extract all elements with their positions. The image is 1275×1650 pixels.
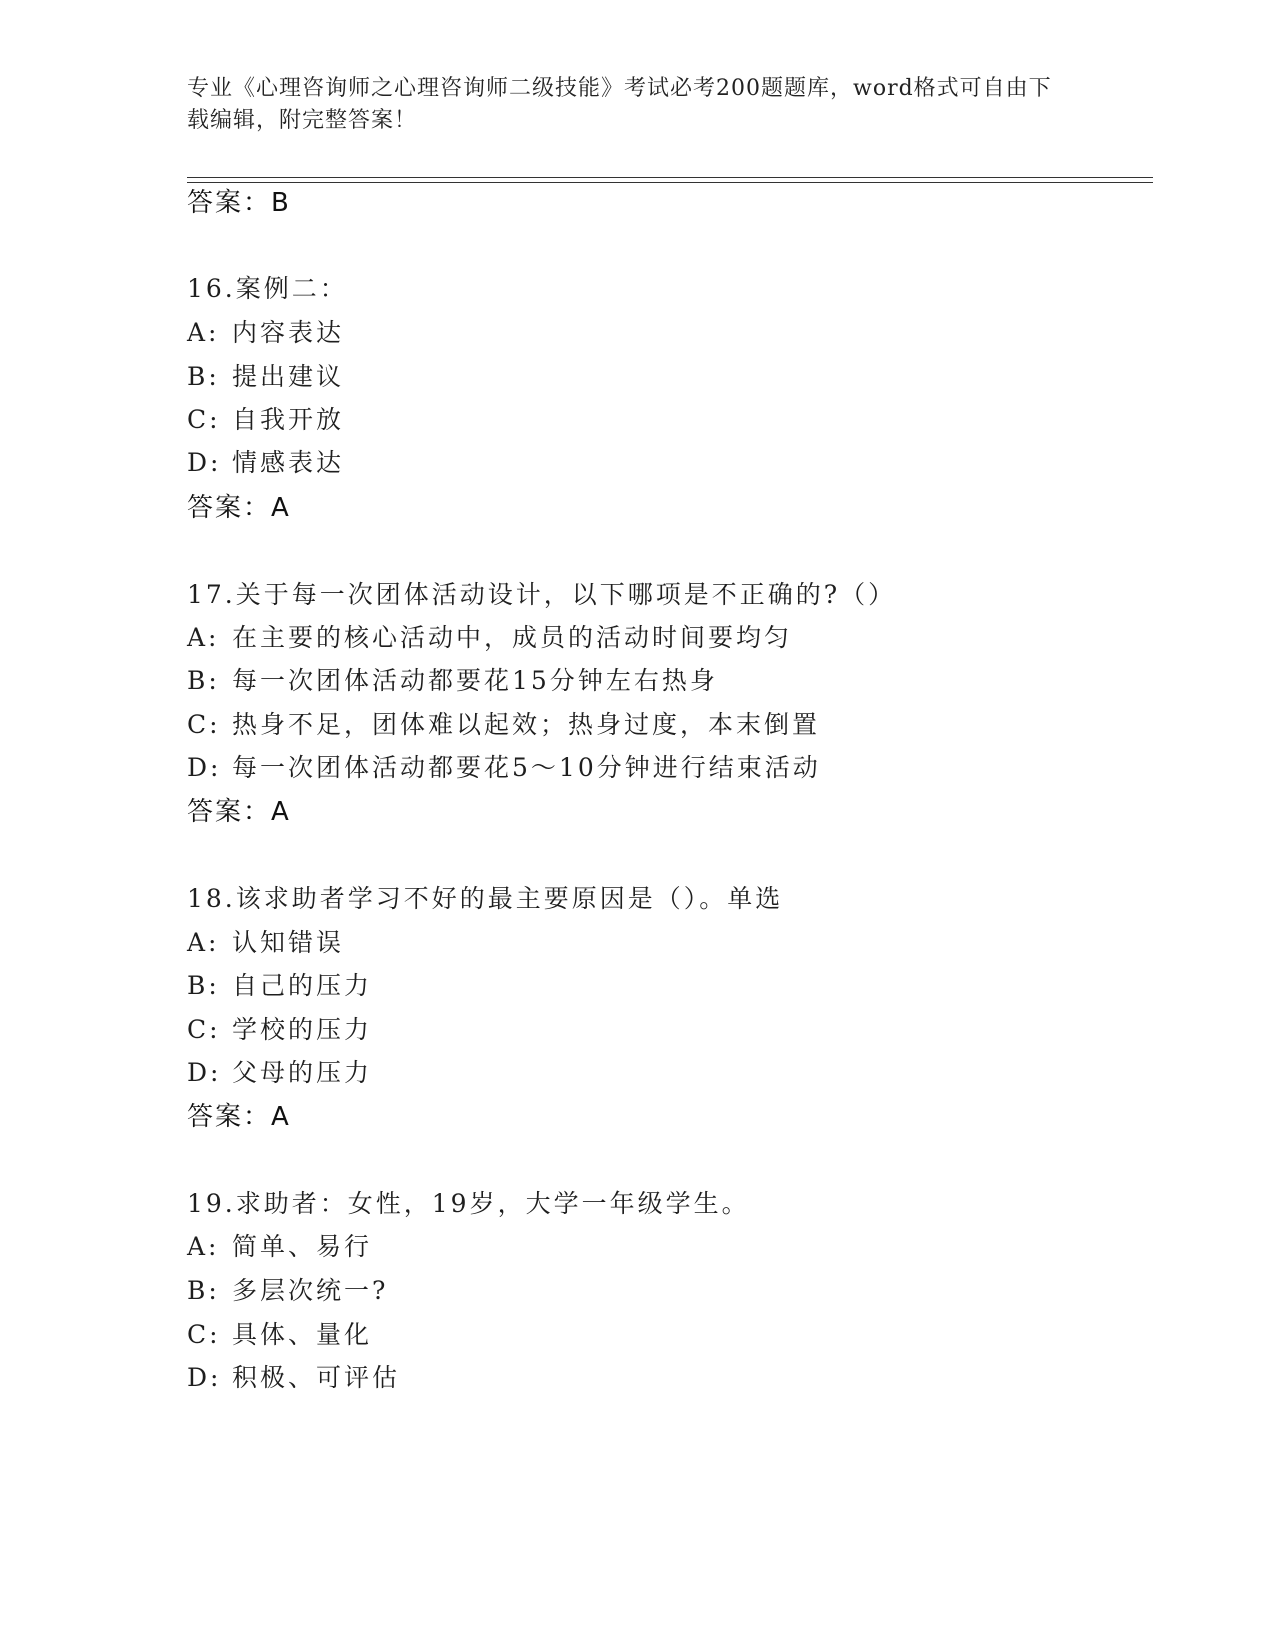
- question-18-option-d: [187, 1058, 372, 1088]
- option-key: D:: [187, 753, 222, 782]
- option-text: 具体、量化: [232, 1320, 373, 1349]
- option-text: 积极、可评估: [232, 1363, 401, 1392]
- option-key: D:: [187, 1058, 222, 1087]
- question-18-option-b: [187, 971, 372, 1001]
- option-text: 提出建议: [232, 362, 345, 391]
- question-16-option-b: [187, 362, 344, 392]
- question-18-stem: 18.该求助者学习不好的最主要原因是（）。单选: [187, 884, 784, 913]
- question-16-option-a: [187, 318, 344, 348]
- question-18-answer: 答案：A: [187, 1102, 291, 1132]
- question-17-stem: 17.关于每一次团体活动设计，以下哪项是不正确的?（）: [187, 580, 897, 609]
- question-16-stem: 16.案例二：: [187, 274, 348, 303]
- option-text: 自我开放: [232, 405, 345, 434]
- option-text: 内容表达: [232, 318, 345, 347]
- question-19-option-b: [187, 1276, 388, 1306]
- option-text: 热身不足，团体难以起效；热身过度，本末倒置: [232, 710, 821, 739]
- option-key: B:: [187, 666, 220, 695]
- option-key: B:: [187, 362, 220, 391]
- document-header: 专业《心理咨询师之心理咨询师二级技能》考试必考200题题库，word格式可自由下载编辑，附完整答案！: [187, 76, 1052, 133]
- option-text: 学校的压力: [232, 1015, 373, 1044]
- header-divider-bottom: [187, 182, 1153, 183]
- option-key: C:: [187, 405, 221, 434]
- option-text: 在主要的核心活动中，成员的活动时间要均匀: [232, 623, 793, 652]
- option-key: A:: [187, 928, 220, 957]
- header-divider-top: [187, 177, 1153, 178]
- question-18-option-a: [187, 928, 344, 958]
- option-key: B:: [187, 1276, 220, 1305]
- question-19-option-a: [187, 1232, 372, 1262]
- option-text: 多层次统一?: [232, 1276, 389, 1305]
- option-key: C:: [187, 1015, 221, 1044]
- option-key: D:: [187, 448, 222, 477]
- option-key: C:: [187, 710, 221, 739]
- question-19-option-c: [187, 1320, 372, 1350]
- question-16-answer: 答案：A: [187, 493, 291, 523]
- question-19-stem: 19.求助者：女性，19岁，大学一年级学生。: [187, 1189, 750, 1218]
- option-key: C:: [187, 1320, 221, 1349]
- option-text: 父母的压力: [232, 1058, 373, 1087]
- option-key: A:: [187, 318, 220, 347]
- option-text: 简单、易行: [232, 1232, 373, 1261]
- option-text: 每一次团体活动都要花15分钟左右热身: [232, 666, 718, 695]
- question-18-option-c: [187, 1015, 372, 1045]
- option-key: B:: [187, 971, 220, 1000]
- option-text: 每一次团体活动都要花5～10分钟进行结束活动: [232, 753, 821, 782]
- option-text: 情感表达: [232, 448, 345, 477]
- option-text: 自己的压力: [232, 971, 373, 1000]
- question-16-option-c: [187, 405, 344, 435]
- answer-prev: 答案：B: [187, 188, 291, 218]
- question-19-option-d: [187, 1363, 400, 1393]
- question-17-option-c: [187, 710, 820, 740]
- option-key: A:: [187, 623, 220, 652]
- question-16-option-d: [187, 448, 344, 478]
- option-text: 认知错误: [232, 928, 345, 957]
- question-17-answer: 答案：A: [187, 797, 291, 827]
- option-key: A:: [187, 1232, 220, 1261]
- question-17-option-a: [187, 623, 792, 653]
- option-key: D:: [187, 1363, 222, 1392]
- question-17-option-b: [187, 666, 718, 696]
- question-17-option-d: [187, 753, 821, 783]
